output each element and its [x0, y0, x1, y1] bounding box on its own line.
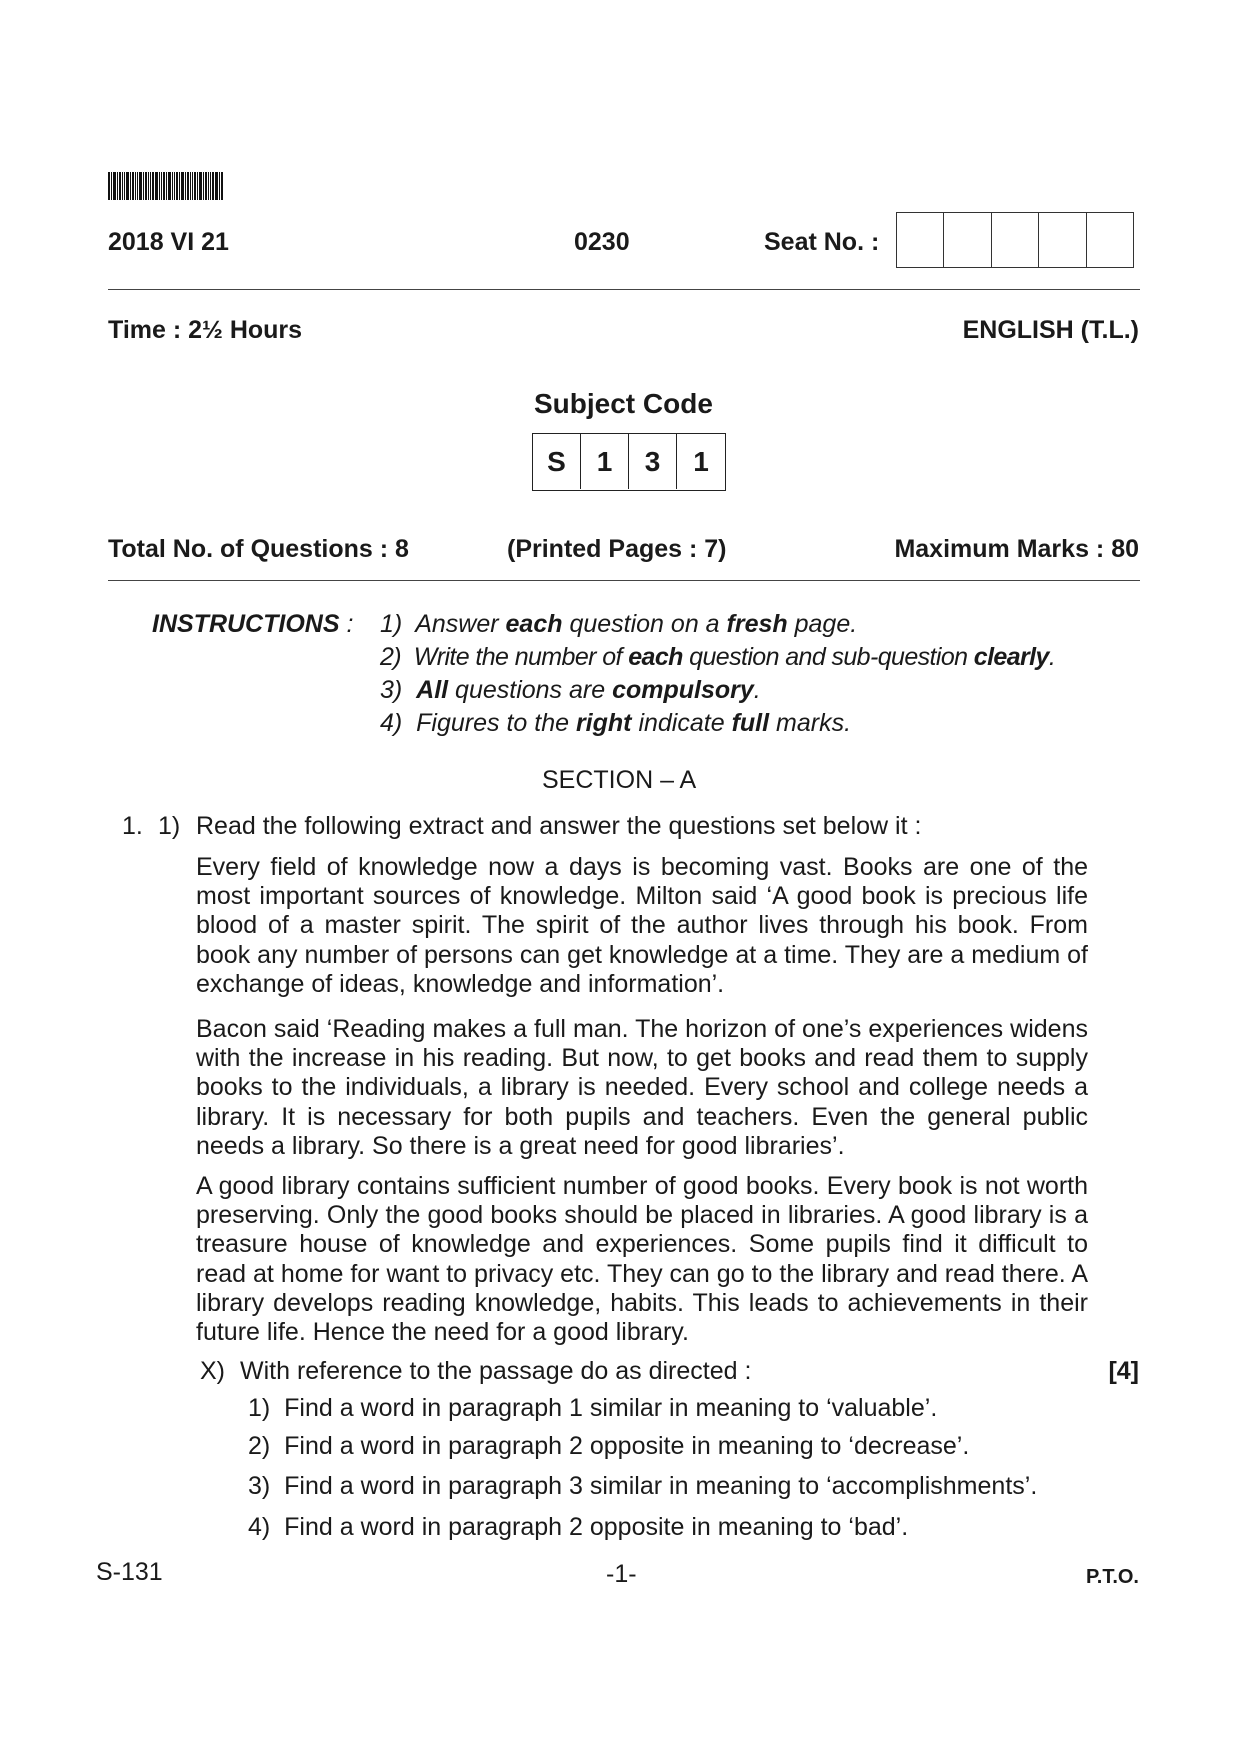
task-label: X)	[200, 1357, 225, 1385]
task-item: 4) Find a word in paragraph 2 opposite in meaning to ‘bad’.	[248, 1513, 909, 1541]
question-prompt: Read the following extract and answer the questions set below it :	[196, 812, 922, 840]
seat-number-cell[interactable]	[1087, 213, 1133, 267]
subject-code-box	[532, 433, 726, 491]
subject-code-cell: 1	[581, 434, 629, 489]
subject-code-cell: S	[533, 434, 581, 489]
paper-code: 0230	[574, 228, 630, 256]
footer-code: S-131	[96, 1558, 163, 1586]
maximum-marks: Maximum Marks : 80	[894, 535, 1139, 563]
instructions-label: INSTRUCTIONS :	[152, 610, 354, 638]
passage-paragraph: Every field of knowledge now a days is becoming vast. Books are one of the most important sources of knowledge. Milton said ‘A good book is precious life blood of a master spirit. The spirit of the author lives through his book. From book any number of persons can get knowledge at a time. They are a medium of exchange of ideas, knowledge and information’.	[196, 853, 1088, 998]
seat-number-cell[interactable]	[944, 213, 991, 267]
section-heading: SECTION – A	[542, 766, 697, 794]
instruction-item: 4) Figures to the right indicate full marks.	[380, 709, 852, 737]
seat-number-cell[interactable]	[992, 213, 1039, 267]
sub-question-number: 1)	[158, 812, 181, 840]
question-number: 1.	[122, 812, 143, 840]
divider	[108, 289, 1140, 290]
subject-title: ENGLISH (T.L.)	[962, 316, 1139, 344]
subject-code-cell: 1	[693, 445, 709, 477]
printed-pages: (Printed Pages : 7)	[507, 535, 727, 563]
passage-paragraph: A good library contains sufficient number of good books. Every book is not worth preserving. Only the good books should be placed in libraries. A good library is a treasure house of knowledge and experiences. Some pupils find it difficult to read at home for want to privacy etc. They can go to the library and read there. A library develops reading knowledge, habits. This leads to achievements in their future life. Hence the need for a good library.	[196, 1172, 1088, 1347]
pto-label: P.T.O.	[1086, 1566, 1139, 1588]
subject-code-label: Subject Code	[534, 388, 713, 419]
instruction-item: 1) Answer each question on a fresh page.	[380, 610, 858, 638]
total-questions: Total No. of Questions : 8	[108, 535, 409, 563]
seat-number-label: Seat No. :	[764, 228, 880, 256]
seat-number-boxes[interactable]	[896, 212, 1134, 268]
task-text: With reference to the passage do as directed :	[240, 1357, 752, 1385]
page-number: -1-	[606, 1560, 637, 1588]
passage-paragraph: Bacon said ‘Reading makes a full man. The horizon of one’s experiences widens with the increase in his reading. But now, to get books and read them to supply books to the individuals, a library is needed. Every school and college needs a library. It is necessary for both pupils and teachers. Even the general public needs a library. So there is a great need for good libraries’.	[196, 1015, 1088, 1160]
subject-code-cell: 3	[629, 434, 677, 489]
barcode-icon	[108, 172, 224, 200]
seat-number-cell[interactable]	[897, 213, 944, 267]
task-item: 2) Find a word in paragraph 2 opposite in meaning to ‘decrease’.	[248, 1432, 970, 1460]
task-item: 1) Find a word in paragraph 1 similar in meaning to ‘valuable’.	[248, 1394, 938, 1422]
exam-time: Time : 2½ Hours	[108, 316, 303, 344]
instruction-item: 2) Write the number of each question and sub-question clearly.	[380, 643, 1056, 671]
divider	[108, 580, 1140, 581]
task-item: 3) Find a word in paragraph 3 similar in meaning to ‘accomplishments’.	[248, 1472, 1038, 1500]
exam-code: 2018 VI 21	[108, 228, 229, 256]
instruction-item: 3) All questions are compulsory.	[380, 676, 761, 704]
seat-number-cell[interactable]	[1039, 213, 1086, 267]
task-marks: [4]	[1108, 1357, 1139, 1385]
